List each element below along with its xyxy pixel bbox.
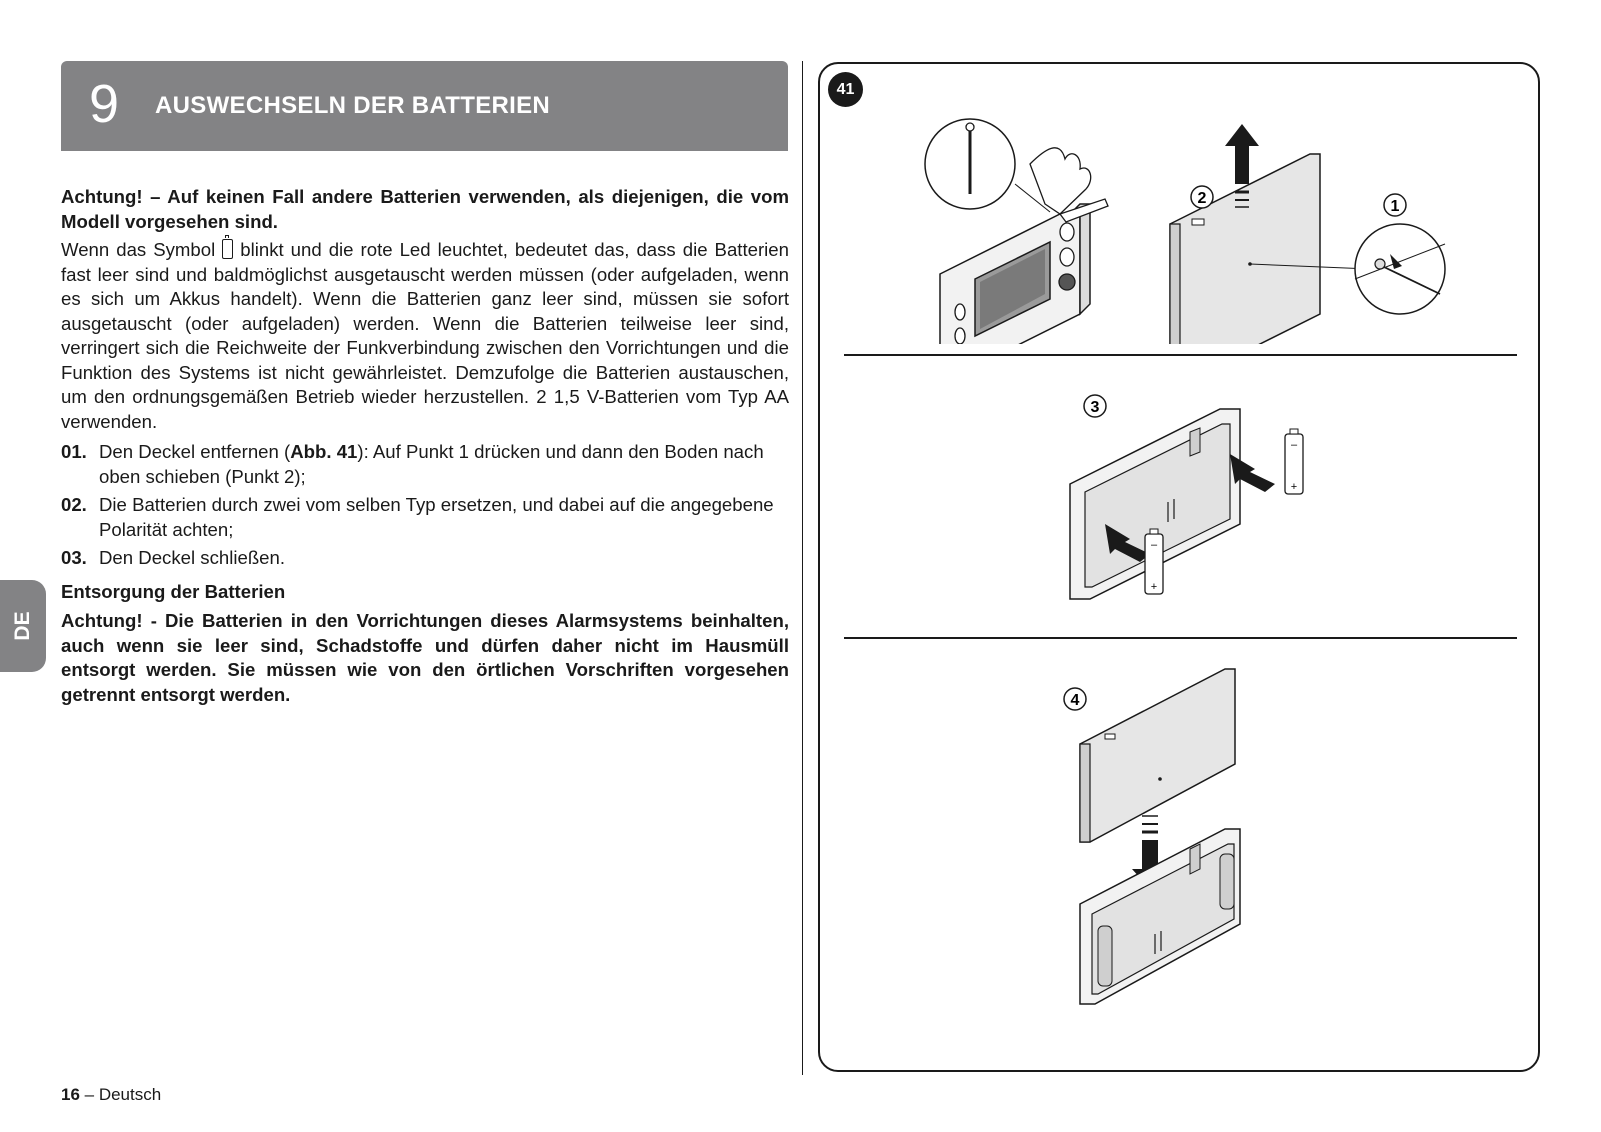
footer-language: Deutsch [98, 1085, 162, 1104]
step-number: 02. [61, 494, 87, 515]
footer-separator: – [79, 1085, 99, 1104]
intro-paragraph [61, 238, 789, 434]
page-footer [61, 1085, 161, 1105]
callout-4: 4 [1070, 692, 1080, 709]
disposal-warning [61, 609, 789, 707]
step-number: 03. [61, 547, 87, 568]
figure-reference: Abb. 41 [290, 441, 358, 462]
step-text: ): Auf Punkt 1 drücken und dann den Boden nach oben schieben (Punkt 2); [99, 441, 764, 487]
figure-badge: 41 [828, 72, 863, 107]
column-divider [802, 61, 803, 1075]
battery-plus-label: + [1150, 581, 1158, 593]
list-item [61, 440, 789, 489]
step-text: Die Batterien durch zwei vom selben Typ ersetzen, und dabei auf die angegebene Polarität achten; [99, 494, 774, 540]
battery-warning [61, 185, 789, 234]
battery-minus-label: – [1290, 439, 1298, 451]
language-tab-label: DE [11, 611, 34, 641]
section-title: AUSWECHSELN DER BATTERIEN [155, 92, 551, 119]
battery-minus-label: – [1150, 539, 1158, 551]
section-header [61, 61, 788, 151]
step-1-2-illustration [910, 104, 1520, 344]
battery-icon [222, 239, 233, 259]
step-number: 01. [61, 441, 87, 462]
page-number: 16 [61, 1085, 80, 1104]
battery-warning-text: Achtung! – Auf keinen Fall andere Batterien verwenden, als diejenigen, die vom Modell vorgesehen sind. [61, 186, 789, 232]
battery-plus-label: + [1290, 481, 1298, 493]
intro-text-end: blinkt und die rote Led leuchtet, bedeutet das, dass die Batterien fast leer sind und baldmöglichst ausgetauscht werden müssen (oder aufgeladen, wenn es sich um Akkus handelt). Wenn die Batterien ganz leer sind, müssen sie sofort ausgetauscht (oder aufgeladen) werden. Wenn die Batterien teilweise leer sind, verringert sich die Reichweite der Funkverbindung zwischen den Vorrichtungen und die Funktion des Systems ist nicht gewährleistet. Demzufolge die Batterien austauschen, um den ordnungsgemäßen Betrieb wieder herzustellen. 2 1,5 V-Batterien vom Typ AA verwenden. [61, 239, 789, 432]
callout-3: 3 [1090, 399, 1100, 416]
step-4-illustration [1060, 664, 1320, 1024]
step-text: Den Deckel entfernen ( [99, 441, 291, 462]
language-tab [0, 580, 46, 672]
back-cover-illustration [1170, 124, 1445, 344]
list-item [61, 546, 789, 571]
steps-list [61, 440, 789, 575]
disposal-title: Entsorgung der Batterien [61, 581, 286, 602]
callout-2: 2 [1197, 190, 1207, 207]
step-text: Den Deckel schließen. [99, 547, 286, 568]
list-item [61, 493, 789, 542]
disposal-warning-text: Achtung! - Die Batterien in den Vorrichtungen dieses Alarmsystems beinhalten, auch wenn sie leer sind, Schadstoffe und dürfen daher nicht im Hausmüll entsorgt werden. Sie müssen wie von den örtlichen Vorschriften vorgesehen getrennt entsorgt werden. [61, 610, 789, 705]
figure-separator [844, 354, 1517, 356]
figure-separator [844, 637, 1517, 639]
figure-panel [818, 62, 1540, 1072]
callout-1: 1 [1390, 198, 1400, 215]
section-number: 9 [89, 74, 120, 134]
remote-control-illustration [925, 119, 1108, 344]
step-3-illustration [1050, 384, 1350, 624]
intro-text-start: Wenn das Symbol [61, 239, 216, 260]
